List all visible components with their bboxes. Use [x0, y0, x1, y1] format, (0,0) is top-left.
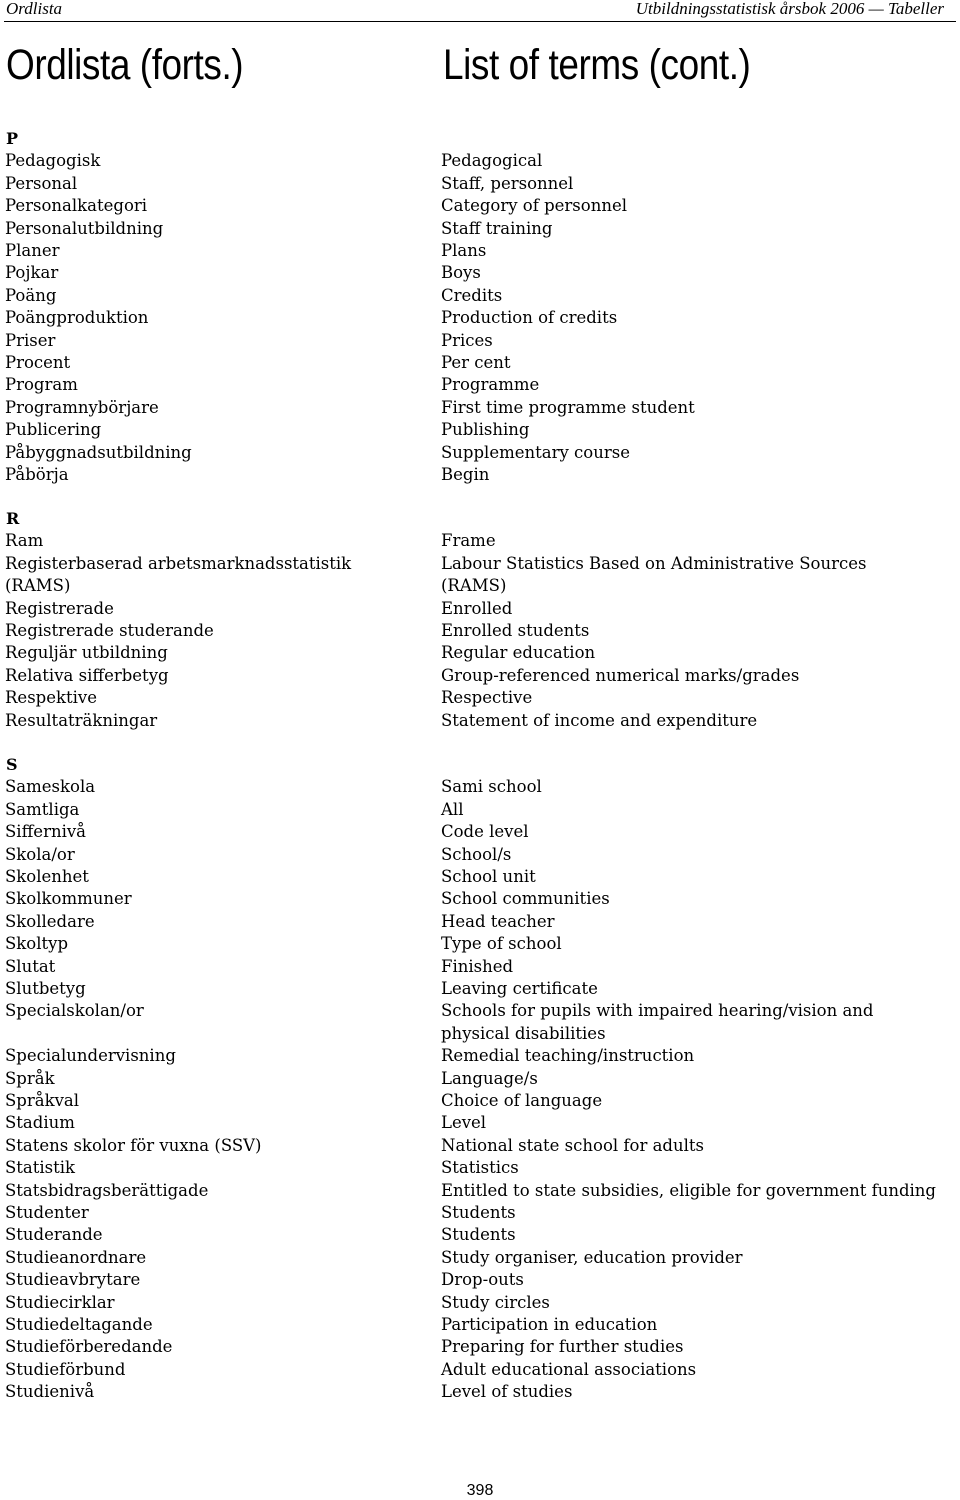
- term-swedish: Statsbidragsberättigade: [5, 1180, 209, 1200]
- term-english: Study circles: [441, 1292, 550, 1312]
- term-english: Publishing: [441, 420, 530, 440]
- term-swedish: Studieanordnare: [5, 1247, 147, 1267]
- term-swedish: Registrerade studerande: [5, 621, 214, 640]
- term-english: Level: [441, 1113, 487, 1133]
- term-swedish: Pojkar: [5, 263, 59, 283]
- term-english: Labour Statistics Based on Administrative Sources: [441, 553, 867, 573]
- term-english: Per cent: [441, 353, 511, 372]
- term-swedish: Specialundervisning: [5, 1046, 176, 1066]
- term-swedish: Statistik: [5, 1158, 76, 1178]
- term-english: Adult educational associations: [441, 1359, 697, 1379]
- term-swedish: Studienivå: [5, 1382, 95, 1402]
- section-letter: R: [6, 509, 20, 528]
- term-swedish: Registerbaserad arbetsmarknadsstatistik: [5, 553, 352, 573]
- header-rule: [4, 21, 956, 22]
- term-english: Students: [441, 1225, 516, 1245]
- term-swedish: Skolledare: [5, 911, 95, 931]
- term-swedish: Poäng: [5, 285, 57, 305]
- term-swedish: Studiecirklar: [5, 1292, 115, 1312]
- term-swedish: Slutat: [5, 956, 56, 976]
- term-swedish: Skolenhet: [5, 867, 89, 886]
- term-swedish: Poängproduktion: [5, 308, 149, 328]
- page-title-english: List of terms (cont.): [443, 41, 751, 89]
- term-swedish: Språkval: [5, 1091, 80, 1110]
- term-swedish: Studerande: [5, 1225, 103, 1245]
- term-swedish: Reguljär utbildning: [5, 643, 168, 663]
- term-english: Plans: [441, 241, 487, 260]
- term-english: Group-referenced numerical marks/grades: [441, 665, 800, 685]
- term-english: Enrolled: [441, 598, 513, 618]
- term-english: Drop-outs: [441, 1270, 524, 1290]
- term-english: School/s: [441, 844, 512, 864]
- term-english: Level of studies: [441, 1382, 573, 1402]
- term-english: Staff, personnel: [441, 173, 574, 193]
- term-english: Type of school: [441, 934, 562, 954]
- term-english: Code level: [441, 822, 529, 842]
- term-english: Leaving certificate: [441, 979, 598, 998]
- term-swedish: Publicering: [5, 420, 102, 440]
- term-swedish: Statens skolor för vuxna (SSV): [5, 1135, 262, 1155]
- term-swedish: Personal: [5, 173, 78, 193]
- page-title-swedish: Ordlista (forts.): [6, 41, 244, 89]
- term-swedish: Registrerade: [5, 598, 114, 618]
- term-swedish: Stadium: [5, 1113, 75, 1133]
- term-english: Regular education: [441, 643, 596, 663]
- term-swedish: Planer: [5, 241, 60, 260]
- term-english: Supplementary course: [441, 442, 630, 462]
- running-header-publication: Utbildningsstatistisk årsbok 2006 — Tabeller: [635, 0, 944, 18]
- term-english: National state school for adults: [441, 1135, 704, 1155]
- term-english: Students: [441, 1203, 516, 1222]
- term-swedish: Skolkommuner: [5, 889, 132, 909]
- term-english: Enrolled students: [441, 621, 590, 640]
- term-swedish: Slutbetyg: [5, 979, 86, 998]
- term-english: Preparing for further studies: [441, 1337, 684, 1357]
- term-swedish: Studieförbund: [5, 1359, 126, 1379]
- term-english: physical disabilities: [441, 1023, 606, 1043]
- term-english: Statistics: [441, 1158, 519, 1178]
- term-english: Prices: [441, 330, 493, 350]
- term-swedish: (RAMS): [5, 576, 71, 596]
- term-swedish: Respektive: [5, 688, 97, 708]
- term-swedish: Pedagogisk: [5, 151, 101, 171]
- term-swedish: Programnybörjare: [5, 397, 159, 417]
- term-english: Respective: [441, 688, 533, 708]
- term-english: Programme: [441, 375, 540, 395]
- term-swedish: Påbyggnadsutbildning: [5, 442, 192, 462]
- term-english: Schools for pupils with impaired hearing/vision and: [441, 1001, 874, 1021]
- running-header-section: Ordlista: [6, 0, 63, 18]
- term-english: Production of credits: [441, 308, 618, 328]
- term-english: (RAMS): [441, 576, 507, 596]
- term-english: Pedagogical: [441, 151, 543, 171]
- term-english: First time programme student: [441, 397, 695, 417]
- term-english: Entitled to state subsidies, eligible for government funding: [441, 1180, 936, 1200]
- term-english: Statement of income and expenditure: [441, 710, 758, 730]
- term-swedish: Procent: [5, 353, 71, 372]
- term-english: Participation in education: [441, 1315, 658, 1334]
- term-swedish: Relativa sifferbetyg: [5, 665, 169, 685]
- page-number: 398: [466, 1482, 494, 1499]
- term-swedish: Språk: [5, 1068, 55, 1088]
- term-swedish: Samtliga: [5, 799, 80, 819]
- term-english: Begin: [441, 465, 490, 484]
- term-english: Staff training: [441, 218, 553, 238]
- term-swedish: Program: [5, 375, 78, 395]
- term-english: Category of personnel: [441, 196, 628, 216]
- term-swedish: Personalkategori: [5, 196, 148, 216]
- term-english: Study organiser, education provider: [441, 1247, 743, 1267]
- section-letter: P: [6, 129, 19, 148]
- term-swedish: Sameskola: [5, 777, 96, 797]
- term-english: Frame: [441, 531, 496, 551]
- term-english: Language/s: [441, 1068, 538, 1088]
- term-english: Sami school: [441, 777, 542, 797]
- term-swedish: Skoltyp: [5, 934, 69, 954]
- term-english: All: [441, 799, 464, 819]
- term-english: Credits: [441, 285, 503, 305]
- term-english: Finished: [441, 956, 514, 976]
- term-swedish: Ram: [5, 531, 44, 551]
- term-english: School unit: [441, 867, 536, 886]
- term-swedish: Resultaträkningar: [5, 710, 158, 730]
- term-swedish: Studieförberedande: [5, 1337, 173, 1357]
- term-swedish: Priser: [5, 330, 56, 350]
- term-swedish: Skola/or: [5, 844, 75, 864]
- term-swedish: Siffernivå: [5, 822, 87, 842]
- term-english: Choice of language: [441, 1091, 603, 1110]
- term-english: Remedial teaching/instruction: [441, 1046, 695, 1066]
- term-english: School communities: [441, 889, 610, 909]
- term-swedish: Specialskolan/or: [5, 1001, 144, 1021]
- term-swedish: Påbörja: [5, 465, 69, 484]
- term-swedish: Studiedeltagande: [5, 1315, 153, 1334]
- term-english: Head teacher: [441, 911, 555, 931]
- term-swedish: Studenter: [5, 1203, 89, 1222]
- term-swedish: Studieavbrytare: [5, 1270, 141, 1290]
- term-english: Boys: [441, 263, 481, 283]
- section-letter: S: [6, 755, 18, 774]
- term-swedish: Personalutbildning: [5, 218, 164, 238]
